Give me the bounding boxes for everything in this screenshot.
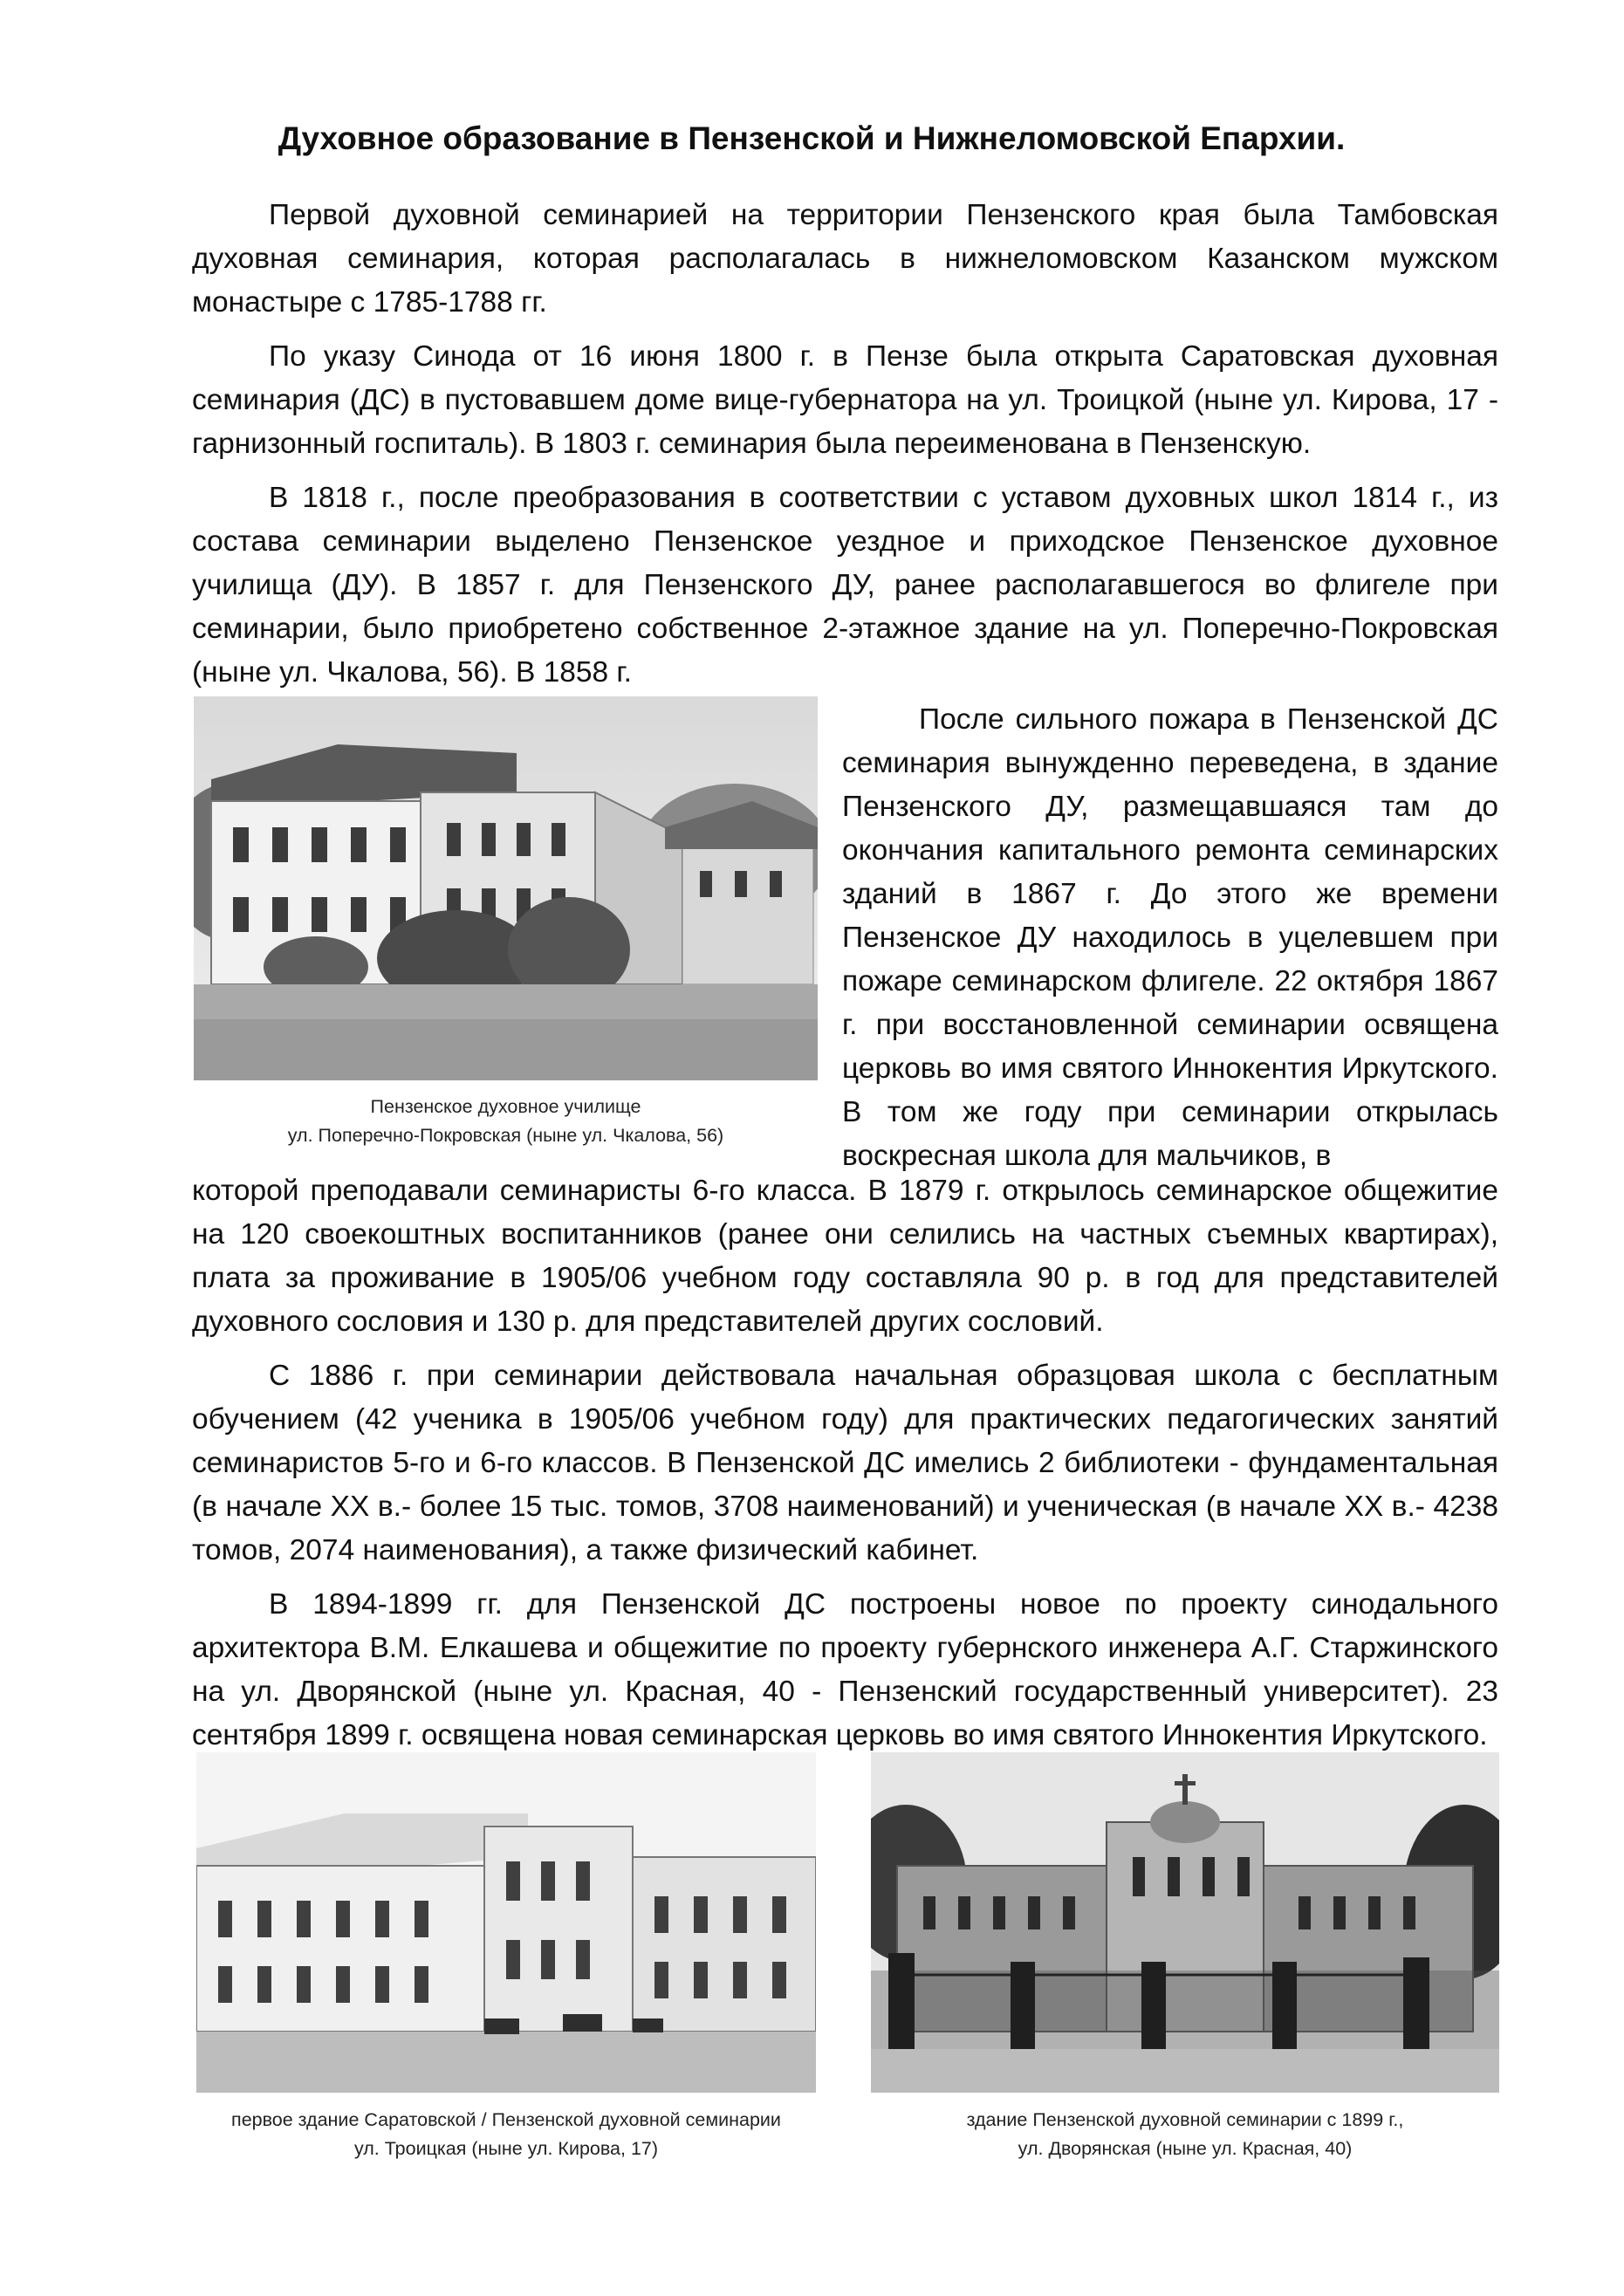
- paragraph: которой преподавали семинаристы 6-го класса. В 1879 г. открылось семинарское общежитие на 120 своекоштных воспитанников (ранее они селились на частных съемных квартирах), плата за проживание в 1905/06 учебном году составляла 90 р. в год для представителей духовного сословия и 130 р. для представителей других сословий.: [192, 1175, 1498, 1338]
- paragraph: В 1818 г., после преобразования в соответствии с уставом духовных школ 1814 г., из состава семинарии выделено Пензенское уездное и приходское Пензенское духовное училища (ДУ). В 1857 г. для Пензенского ДУ, ранее располагавшегося во флигеле при семинарии, было приобретено собственное 2-этажное здание на ул. Поперечно-Покровская (ныне ул. Чкалова, 56). В 1858 г.: [192, 482, 1498, 689]
- text-block-top: [192, 194, 1498, 705]
- page-title: Духовное образование в Пензенской и Нижнеломовской Епархии.: [278, 120, 1346, 156]
- caption-line: ул. Поперечно-Покровская (ныне ул. Чкалова, 56): [287, 1125, 724, 1146]
- first-seminary-caption: [183, 2106, 829, 2163]
- school-photo: [194, 696, 818, 1080]
- caption-line: первое здание Саратовской / Пензенской духовной семинарии: [231, 2109, 781, 2130]
- new-seminary-caption: [871, 2106, 1499, 2163]
- caption-line: Пензенское духовное училище: [370, 1096, 641, 1117]
- text-block-bottom: [192, 1169, 1498, 1768]
- paragraph: Первой духовной семинарией на территории Пензенского края была Тамбовская духовная семинария, которая располагалась в нижнеломовском Казанском мужском монастыре с 1785-1788 гг.: [192, 199, 1498, 319]
- first-seminary-photo: [196, 1752, 816, 2093]
- paragraph: После сильного пожара в Пензенской ДС семинария вынужденно переведена, в здание Пензенского ДУ, размещавшаяся там до окончания капитального ремонта семинарских зданий в 1867 г. До этого же времени Пензенское ДУ находилось в уцелевшем при пожаре семинарском флигеле. 22 октября 1867 г. при восстановленной семинарии освящена церковь во имя святого Иннокентия Иркутского. В том же году при семинарии открылась воскресная школа для мальчиков, в: [842, 703, 1498, 1172]
- caption-line: здание Пензенской духовной семинарии с 1899 г.,: [966, 2109, 1404, 2130]
- paragraph: С 1886 г. при семинарии действовала начальная образцовая школа с бесплатным обучением (42 ученика в 1905/06 учебном году) для практических педагогических занятий семинаристов 5-го и 6-го классов. В Пензенской ДС имелись 2 библиотеки - фундаментальная (в начале XX в.- более 15 тыс. томов, 3708 наименований) и ученическая (в начале XX в.- 4238 томов, 2074 наименования), а также физический кабинет.: [192, 1360, 1498, 1566]
- paragraph: По указу Синода от 16 июня 1800 г. в Пензе была открыта Саратовская духовная семинария (ДС) в пустовавшем доме вице-губернатора на ул. Троицкой (ныне ул. Кирова, 17 - гарнизонный госпиталь). В 1803 г. семинария была переименована в Пензенскую.: [192, 340, 1498, 460]
- caption-line: ул. Дворянская (ныне ул. Красная, 40): [1018, 2138, 1353, 2159]
- paragraph: В 1894-1899 гг. для Пензенской ДС построены новое по проекту синодального архитектора В.М. Елкашева и общежитие по проекту губернского инженера А.Г. Старжинского на ул. Дворянской (ныне ул. Красная, 40 - Пензенский государственный университет). 23 сентября 1899 г. освящена новая семинарская церковь во имя святого Иннокентия Иркутского.: [192, 1588, 1498, 1751]
- caption-line: ул. Троицкая (ныне ул. Кирова, 17): [353, 2138, 659, 2159]
- new-seminary-photo: [871, 1752, 1499, 2093]
- school-photo-caption: [194, 1093, 818, 1150]
